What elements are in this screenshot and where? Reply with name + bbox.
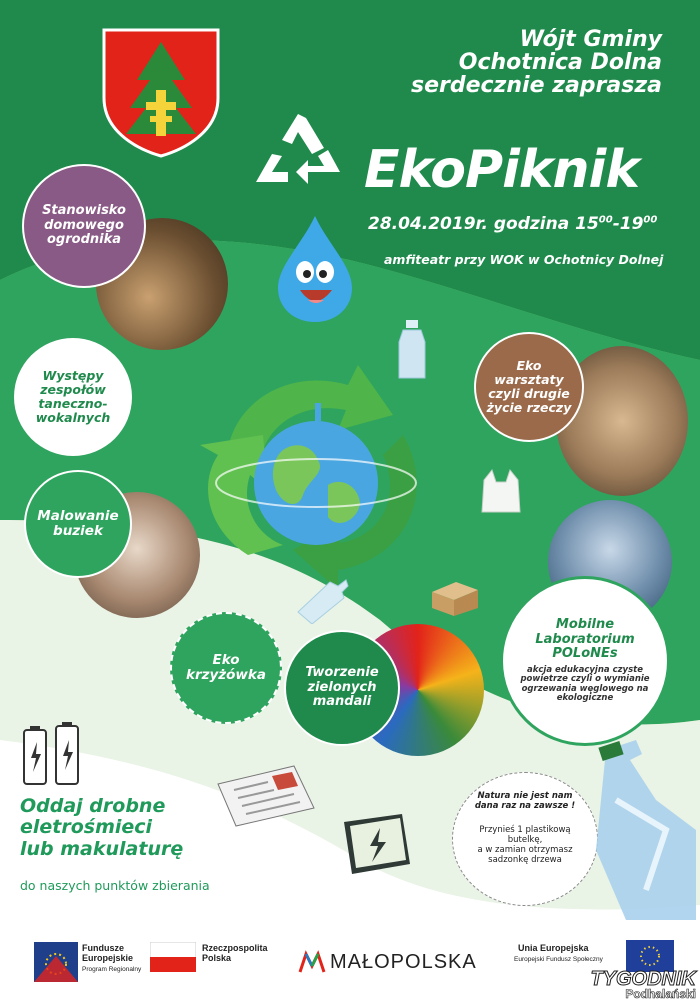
water-drop-mascot-icon [272, 214, 358, 324]
european-union-label: Unia Europejska [518, 943, 589, 953]
sponsor-footer [0, 920, 700, 1004]
coat-of-arms-emblem [102, 28, 220, 158]
bubble-dance-label: Występy zespołów taneczno- wokalnych [35, 368, 111, 425]
recycle-icon [252, 110, 344, 196]
event-title: EkoPiknik [364, 140, 639, 200]
time-separator: -19 [612, 214, 644, 234]
bubble-crossword-label: Eko krzyżówka [186, 651, 266, 683]
bubble-face-painting [24, 470, 132, 578]
event-venue: amfiteatr przy WOK w Ochotnicy Dolnej [384, 252, 664, 267]
bubble-face-painting-label: Malowanie buziek [37, 507, 119, 539]
event-date-time [368, 214, 698, 234]
newspaper-icon [214, 762, 318, 830]
lab-description: akcja edukacyjna czyste powietrze czyli o wymianie ogrzewania węglowego na ekologiczne [520, 664, 650, 704]
bubble-gardener-stand [22, 164, 146, 288]
recycling-globe-graphic [188, 355, 443, 595]
large-bottle-icon [586, 740, 700, 920]
cardboard-box-icon [428, 578, 482, 618]
bottle-offer: Przynieś 1 plastikową butelkę, a w zamian otrzymasz sadzonkę drzewa [477, 825, 573, 865]
battery-large-icon [330, 812, 412, 878]
bubble-green-mandalas [284, 630, 400, 746]
european-funds-logo-icon [34, 942, 78, 982]
invitation-text: Wójt Gminy Ochotnica Dolna serdecznie zaprasza [410, 27, 662, 99]
plastic-bag-icon [478, 468, 524, 514]
batteries-icon [20, 720, 84, 786]
watermark-subbrand: Podhalański [625, 987, 696, 1001]
nature-motto: Natura nie jest nam dana raz na zawsze ! [474, 791, 576, 811]
bubble-workshops-label: Eko warsztaty czyli drugie życie rzeczy [486, 358, 572, 415]
european-funds-label: Fundusze Europejskie [82, 943, 134, 963]
lab-title: Mobilne Laboratorium POLoNEs [535, 617, 635, 662]
polish-flag-icon [150, 942, 196, 972]
time-start-minutes: 00 [598, 214, 613, 226]
plastic-bottle-small-icon [290, 574, 350, 624]
bottle-exchange-note [452, 772, 598, 906]
european-funds-sublabel: Program Regionalny [82, 966, 142, 973]
bubble-eco-workshops [474, 332, 584, 442]
republic-poland-label: Rzeczpospolita Polska [202, 943, 268, 963]
watermark-brand: TYGODNIK [590, 968, 696, 990]
collection-headline: Oddaj drobne eletrośmieci lub makulaturę [20, 795, 184, 860]
european-social-fund-label: Europejski Fundusz Społeczny [514, 956, 603, 963]
collection-subtext: do naszych punktów zbierania [20, 878, 210, 893]
bubble-dance-performances [14, 338, 132, 456]
bubble-mobile-laboratory [500, 576, 670, 746]
event-date: 28.04.2019r. godzina 15 [368, 214, 599, 234]
bubble-gardener-label: Stanowisko domowego ogrodnika [42, 203, 126, 248]
bubble-eco-crossword [170, 612, 282, 724]
malopolska-logo-icon [298, 950, 326, 974]
malopolska-label: MAŁOPOLSKA [330, 951, 477, 973]
bubble-mandala-label: Tworzenie zielonych mandali [305, 665, 379, 710]
time-end-minutes: 00 [643, 214, 658, 226]
